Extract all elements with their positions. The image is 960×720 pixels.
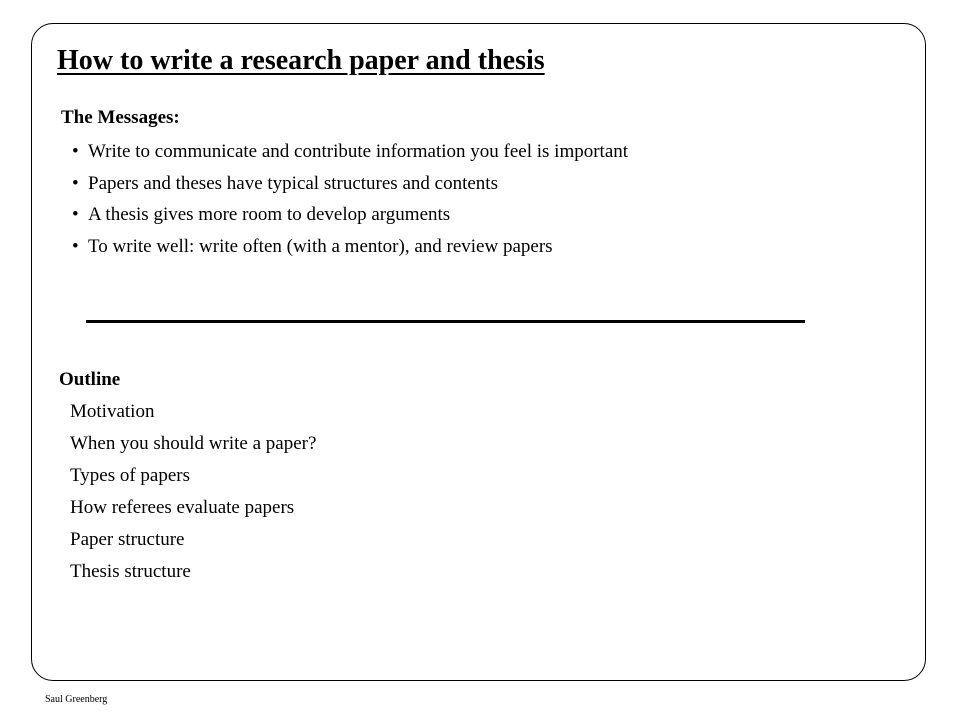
- outline-item: Paper structure: [70, 529, 185, 550]
- slide-title: How to write a research paper and thesis: [57, 45, 545, 76]
- outline-heading: Outline: [59, 369, 121, 390]
- messages-list: [72, 136, 628, 262]
- list-item: [72, 136, 628, 168]
- section-divider: [86, 320, 805, 323]
- list-item: [72, 231, 628, 263]
- message-text: A thesis gives more room to develop arguments: [88, 204, 451, 225]
- outline-item: Types of papers: [70, 465, 191, 486]
- bullet-icon: •: [72, 172, 79, 194]
- bullet-icon: •: [72, 235, 79, 257]
- outline-list: [70, 396, 316, 588]
- message-text: Write to communicate and contribute information you feel is important: [88, 141, 629, 162]
- bullet-icon: •: [72, 204, 79, 225]
- outline-item: Thesis structure: [70, 561, 191, 582]
- bullet-icon: •: [72, 141, 79, 162]
- message-text: Papers and theses have typical structures and contents: [88, 172, 498, 194]
- outline-item: When you should write a paper?: [70, 433, 317, 454]
- outline-item: How referees evaluate papers: [70, 497, 295, 518]
- list-item: [72, 199, 628, 231]
- outline-item: Motivation: [70, 401, 155, 422]
- list-item: [72, 168, 628, 200]
- message-text: To write well: write often (with a mentor), and review papers: [88, 235, 553, 257]
- messages-heading: The Messages:: [61, 107, 180, 128]
- footer-author: Saul Greenberg: [45, 694, 108, 705]
